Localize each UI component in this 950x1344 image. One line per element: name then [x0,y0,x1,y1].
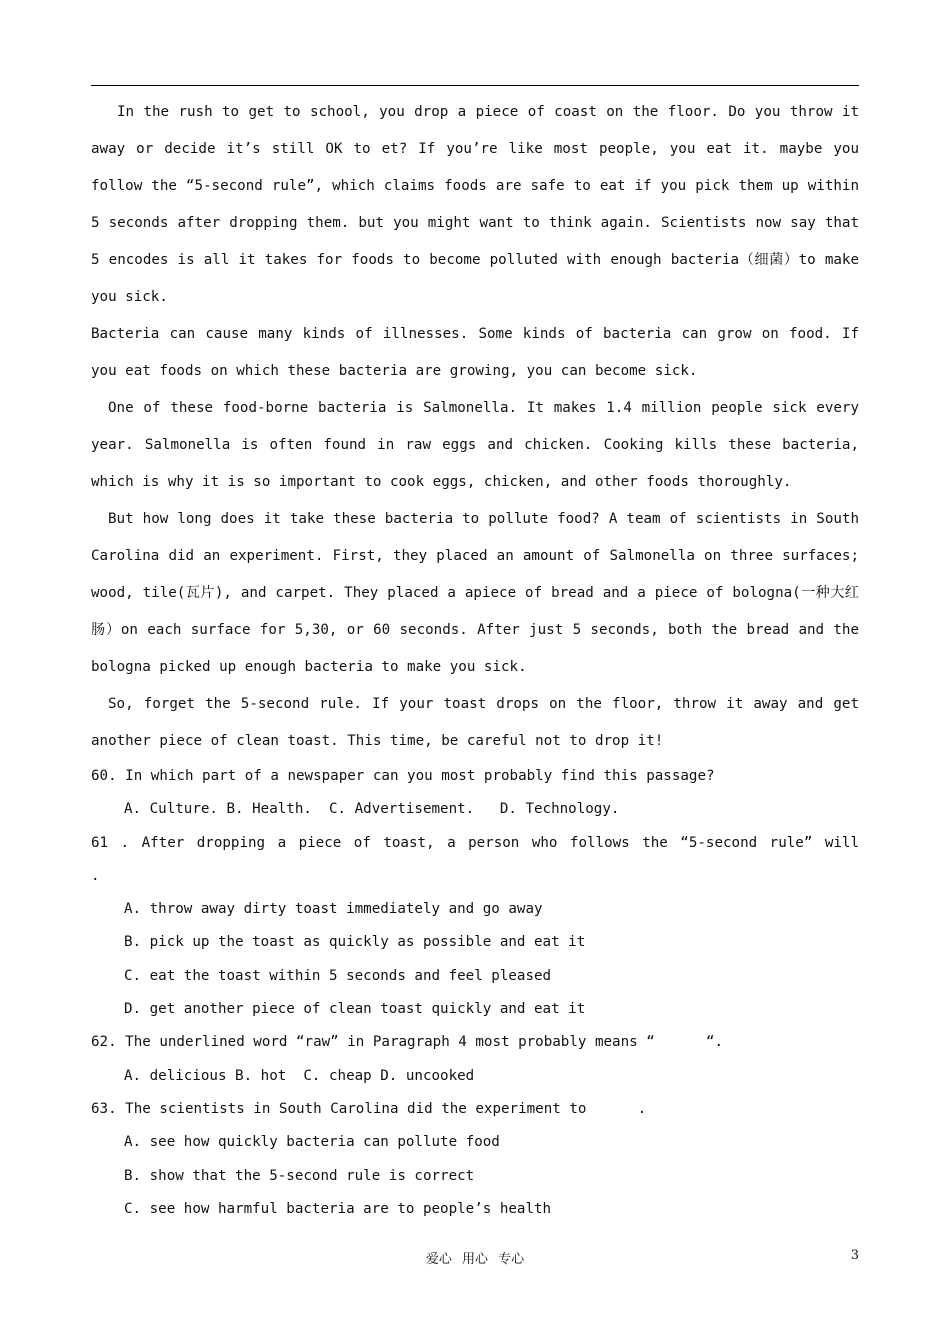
page-content [91,94,859,1226]
question-61-option-b: B. pick up the toast as quickly as possible and eat it [124,934,586,951]
passage-paragraph-2: Bacteria can cause many kinds of illnesses. Some kinds of bacteria can grow on food. If you eat foods on which these bacteria are growing, you can become sick. [91,326,859,379]
question-63-option-a: A. see how quickly bacteria can pollute food [124,1134,500,1151]
question-62-options: A. delicious B. hot C. cheap D. uncooked [124,1067,475,1084]
question-61-stem: 61 . After dropping a piece of toast, a person who follows the “5-second rule” will [91,834,859,851]
question-63-option-c: C. see how harmful bacteria are to people’s health [124,1200,552,1217]
question-61-option-c: C. eat the toast within 5 seconds and feel pleased [124,967,552,984]
footer-motto: 爱心 用心 专心 [425,1252,525,1267]
header-rule [91,85,859,86]
page-number: 3 [850,1248,859,1263]
question-61-option-a: A. throw away dirty toast immediately and go away [124,901,543,918]
question-61-option-d: D. get another piece of clean toast quickly and eat it [124,1001,586,1018]
question-62-stem: 62. The underlined word “raw” in Paragraph 4 most probably means “ “. [91,1034,724,1051]
question-60-options: A. Culture. B. Health. C. Advertisement. D. Technology. [124,801,620,818]
passage-paragraph-5: So, forget the 5-second rule. If your toast drops on the floor, throw it away and get another piece of clean toast. This time, be careful not to drop it! [91,696,859,749]
question-61-stem-continuation: . [91,867,100,884]
passage-paragraph-1: In the rush to get to school, you drop a piece of coast on the floor. Do you throw it away or decide it’s still OK to et? If you’re like most people, you eat it. maybe you follow the “5-second rule”, which claims foods are safe to eat if you pick them up within 5 seconds after dropping them. but you might want to think again. Scientists now say that 5 encodes is all it takes for foods to become polluted with enough bacteria（细菌）to make you sick. [91,104,859,305]
passage-paragraph-3: One of these food-borne bacteria is Salmonella. It makes 1.4 million people sick every year. Salmonella is often found in raw eggs and chicken. Cooking kills these bacteria, which is why it is so important to cook eggs, chicken, and other foods thoroughly. [91,400,859,490]
question-60-stem: 60. In which part of a newspaper can you most probably find this passage? [91,768,715,784]
question-63-stem: 63. The scientists in South Carolina did the experiment to . [91,1100,647,1117]
question-63-option-b: B. show that the 5-second rule is correct [124,1167,475,1184]
passage-paragraph-4: But how long does it take these bacteria to pollute food? A team of scientists in South Carolina did an experiment. First, they placed an amount of Salmonella on three surfaces; wood, tile(瓦片), and carpet. They placed a apiece of bread and a piece of bologna(一种大红肠）on each surface for 5,30, or 60 seconds. After just 5 seconds, both the bread and the bologna picked up enough bacteria to make you sick. [91,511,859,675]
page-footer [0,1248,950,1268]
